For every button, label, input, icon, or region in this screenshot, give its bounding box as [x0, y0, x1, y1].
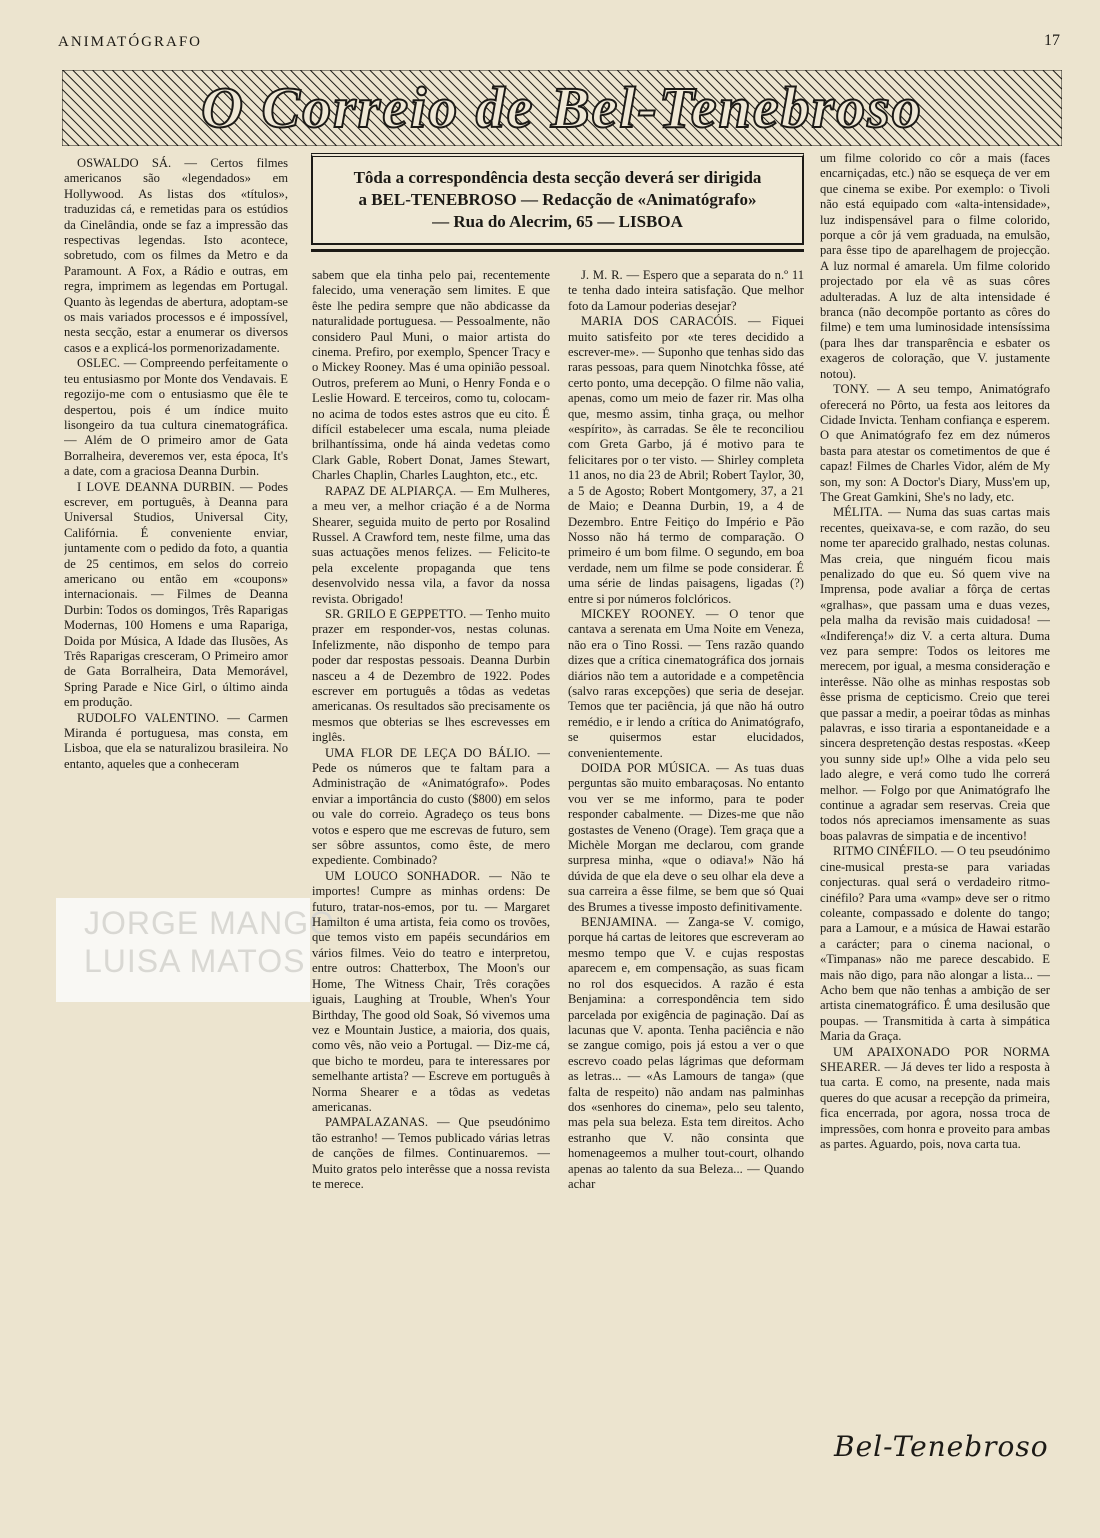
- notice-line: Tôda a correspondência desta secção deverá ser dirigida: [353, 168, 762, 187]
- letter-reply-continued: sabem que ela tinha pelo pai, recentemente falecido, uma veneração sem limites. E que êste lhe pedira sempre que não abdicasse da naturalidade portuguesa. — Pessoalmente, não considero Paul Muni, o maior artista do cinema. Prefiro, por exemplo, Spencer Tracy e o Mickey Rooney. Mas é uma opinião pessoal. Outros, preferem ao Muni, o Henry Fonda e o Leslie Howard. E terceiros, como tu, colocam-no acima de todos estes astros que eu cito. É difícil estabelecer uma escala, numa pleiade brilhantíssima, onde há ainda vedetas como Clark Gable, Robert Donat, James Stewart, Charles Chaplin, Charles Laughton, etc., etc.: [312, 268, 550, 483]
- section-banner: [62, 70, 1062, 146]
- letter-reply: PAMPALAZANAS. — Que pseudónimo tão estranho! — Temos publicado várias letras de canções de filmes. Continuaremos. — Muito gratos pelo interêsse que a nossa revista te merece.: [312, 1115, 550, 1191]
- letter-reply: OSWALDO SÁ. — Certos filmes americanos são «legendados» em Hollywood. As listas dos «títulos», traduzidas cá, e remetidas para os estúdios da Cinelândia, onde se faz a impressão das respectivas legendas. Isto acontece, sobretudo, com os filmes da Metro e da Paramount. A Fox, a Rádio e outras, em regra, imprimem as legendas em Portugal. Quanto às legendas de abertura, adoptam-se os mais variados processos e é impossível, nesta secção, estar a enumerar os diversos casos e a explicá-los pormenorizadamente.: [64, 156, 288, 355]
- letter-reply: MARIA DOS CARACÓIS. — Fiquei muito satisfeito por «te teres decidido a escrever-me». — Suponho que tenhas sido das raras pessoas, para quem Ninotchka fôsse, até certo ponto, uma decepção. O filme não valia, apenas, como um meio de fazer rir. Mas olha que, mesmo assim, tinha graça, ou melhor «espírito», às carradas. Se êle te reconciliou com Greta Garbo, já é motivo para te felicitares por o ter visto. — Shirley completa 11 anos, no dia 23 de Abril; Robert Taylor, 30, a 5 de Agosto; Robert Montgomery, 37, a 21 de Maio; e Deanna Durbin, 19, a 4 de Dezembro. Entre Feitiço do Império e Pão Nosso não há termo de comparação. O primeiro é um bom filme. O segundo, em boa verdade, nem um filme se pode considerar. É uma série de lindas paisagens, ligadas (?) entre si por números folclóricos.: [568, 314, 804, 606]
- letter-reply: SR. GRILO E GEPPETTO. — Tenho muito prazer em responder-vos, nestas colunas. Infelizmente, não disponho de tempo para poder dar respostas pessoais. Deanna Durbin nasceu a 4 de Dezembro de 1922. Podes escrever em português a tôdas as vedetas americanas. Os resultados são precisamente os mesmos que obterias se lhes escrevesses em inglês.: [312, 606, 550, 745]
- letter-reply: RITMO CINÉFILO. — O teu pseudónimo cine-musical presta-se para variadas conjecturas. qual será o verdadeiro ritmo-cinéfilo? Para uma «vamp» deve ser o ritmo coleante, compassado e dolente do tango; para a Lamour, e a música de Hawai estarão a carácter; para o cinema nacional, o «Timpanas» não me parece descabido. E mais não digo, para não alongar a lista... — Acho bem que não tenhas a ambição de ser artista cinematográfico. É uma desilusão que poupas. — Transmitida à carta à simpática Maria da Graça.: [820, 844, 1050, 1044]
- ghost-line: LUISA MATOS: [84, 943, 306, 979]
- letter-reply-continued: um filme colorido co côr a mais (faces encarniçadas, etc.) não se esqueça de ver em que cinema se exibe. Por exemplo: o Tivoli não está equipado com «alta-intensidade», luz indispensável para o filme colorido, porque a côr já vem graduada, na emulsão, para êsse tipo de aparelhagem de projecção. A luz normal é amarela. Um filme colorido projectado por ela vê as suas côres adulteradas. A luz de alta intensidade é branca (não decompõe portanto as côres do filme) e tem uma luminosidade intensíssima (para lhes dar transparência e esbater os exageros de coloração, que V. justamente notou).: [820, 151, 1050, 381]
- notice-underline: [311, 249, 804, 252]
- letter-reply: I LOVE DEANNA DURBIN. — Podes escrever, em português, à Deanna para Universal Studios, Universal City, Califórnia. É conveniente enviar, juntamente com o pedido da foto, a quantia de 25 centimos, em selos do correio americano ou então em «coupons» internacionais. — Filmes de Deanna Durbin: Todos os domingos, Três Raparigas Modernas, 100 Homens e uma Rapariga, Doida por Música, A Idade das Ilusões, As Três Raparigas cresceram, O Primeiro amor de Gata Borralheira, Data Memorável, Spring Parade e Nice Girl, o último ainda em produção.: [64, 479, 288, 710]
- correspondence-notice-box: [311, 153, 804, 245]
- letter-reply: MÉLITA. — Numa das suas cartas mais recentes, queixava-se, e com razão, do seu nome ter aparecido gralhado, nestas colunas. Mas creia, que ninguém ficou mais penalizado do que eu. Só quem vive na Imprensa, pode avaliar a fôrça de certas «gralhas», que passam uma e duas vezes, pela malha da revisão mais cuidadosa! — «Indiferença!» diz V. a certa altura. Duma vez para sempre: Todos os leitores me merecem, por igual, a mesma consideração e interêsse. Não olhe as minhas respostas sob êsse prisma de cepticismo. Creio que terei que passar a medir, a poeirar tôdas as minhas palavras, e isso tiraria a espontaneidade e a sincera despretenção destas respostas. «Keep you sunny side up!» Olhe a vida pelo seu lado alegre, e verá como tudo lhe correrá melhor. — Folgo por que Animatógrafo lhe continue a agradar sem reservas. Creia que todos nós apreciamos imensamente as suas boas palavras de simpatia e de incentivo!: [820, 505, 1050, 843]
- page-number: 17: [1044, 32, 1060, 49]
- letter-reply: UMA FLOR DE LEÇA DO BÁLIO. — Pede os números que te faltam para a Administração de «Animatógrafo». Podes enviar a importância do custo ($800) em selos ou vale do correio. Agradeço os teus bons votos e espero que me escrevas de futuro, sem ser sôbre assuntos, como êste, de mero expediente. Combinado?: [312, 745, 550, 868]
- letter-reply: MICKEY ROONEY. — O tenor que cantava a serenata em Uma Noite em Veneza, não era o Tino Rossi. — Tens razão quando dizes que a crítica cinematográfica dos jornais diários não tem a autoridade e a competência (salvo raras excepções) que seria de desejar. Temos que ter paciência, já que não há outro remédio, e ir lendo a crítica do Animatógrafo, se quisermos estar elucidados, convenientemente.: [568, 606, 804, 760]
- signature: Bel-Tenebroso: [834, 1430, 1049, 1463]
- letter-reply: RAPAZ DE ALPIARÇA. — Em Mulheres, a meu ver, a melhor criação é a de Norma Shearer, seguida muito de perto por Rosalind Russel. A Crawford tem, neste filme, uma das suas actuações menos felizes. — Felicito-te pela excelente propaganda que tens desenvolvido nessa vila, a favor da nossa revista. Obrigado!: [312, 483, 550, 606]
- text-column-4: [820, 151, 1050, 1421]
- text-column-1: [64, 156, 288, 896]
- ghost-line: JORGE MANGO: [84, 905, 336, 941]
- text-column-2: [312, 268, 550, 1478]
- letter-reply: OSLEC. — Compreendo perfeitamente o teu entusiasmo por Monte dos Vendavais. E regozijo-me com o entusiasmo que êle te despertou, pois é um índice muito lisongeiro da tua cultura cinematográfica. — Além de O primeiro amor de Gata Borralheira, deveremos ver, esta época, It's a date, com a graciosa Deanna Durbin.: [64, 356, 288, 479]
- notice-line: a BEL-TENEBROSO — Redacção de «Animatógrafo»: [358, 190, 757, 209]
- letter-reply: UM LOUCO SONHADOR. — Não te importes! Cumpre as minhas ordens: De futuro, tratar-nos-emos, por tu. — Margaret Hamilton é uma artista, feia como os trovões, que temos visto em papéis secundários em vários filmes. Veio do teatro e interpretou, entre outros: Chatterbox, The Moon's our Home, The Witness Chair, Três corações iguais, Laughing at Trouble, When's Your Birthday, The good old Soak, Só vivemos uma vez e Mountain Justice, a maioria, dos quais, como vês, não veio a Portugal. — Diz-me cá, que bicho te mordeu, para te interessares por semelhante artista? — Escreve em português à Norma Shearer e a tôdas as vedetas americanas.: [312, 868, 550, 1114]
- letter-reply: TONY. — A seu tempo, Animatógrafo oferecerá no Pôrto, ua festa aos leitores da Cidade Invicta. Tenham confiança e esperem. O que Animatógrafo fez em dez números basta para atestar os cometimentos de que é capaz! Filmes de Charles Vidor, além de My son, my son: A Doctor's Diary, Muss'em up, The Great Gamkini, She's no lady, etc.: [820, 382, 1050, 504]
- letter-reply: RUDOLFO VALENTINO. — Carmen Miranda é portuguesa, mas consta, em Lisboa, que ela se naturalizou brasileira. No entanto, aqueles que a conheceram: [64, 710, 288, 771]
- text-column-3: [568, 268, 804, 1478]
- letter-reply: UM APAIXONADO POR NORMA SHEARER. — Já deves ter lido a resposta à tua carta. E como, na presente, nada mais queres do que acusar a recepção da primeira, fica encerrada, por agora, nossa troca de impressões, com honra e proveito para ambas as partes. Aguardo, pois, nova carta tua.: [820, 1044, 1050, 1151]
- letter-reply: J. M. R. — Espero que a separata do n.º 11 te tenha dado inteira satisfação. Que melhor foto da Lamour poderias desejar?: [568, 268, 804, 313]
- section-title: O Correio de Bel-Tenebroso: [201, 75, 923, 140]
- letter-reply: BENJAMINA. — Zanga-se V. comigo, porque há cartas de leitores que escreveram ao mesmo tempo que V. e cujas respostas aparecem e, em compensação, as suas ficam no rol dos esquecidos. A razão é esta Benjamina: a correspondência tem sido parcelada por exigência de paginação. Daí as lacunas que V. aponta. Tenha paciência e não se zangue comigo, pois já estou a ver o que escrevo coado pelas lágrimas que deformam as letras... — «As Lamours de tanga» (que falta de respeito) não andam nas palminhas dos «senhores do cinema», pelo seu talento, mas pela sua beleza. Esta tem direitos. Acho estranho que V. não consinta que homenageemos a mulher tout-court, olhando apenas ao talento da sua Beleza... — Quando achar: [568, 915, 804, 1191]
- letter-reply: DOIDA POR MÚSICA. — As tuas duas perguntas são muito embaraçosas. No entanto vou ver se me informo, para te poder responder cabalmente. — Dizes-me que não gostastes de Veneno (Orage). Tem graça que a Michèle Morgan me declarou, com grande surpresa minha, «que o odiava!» Não há dúvida de que ela deve o seu olhar ela deve a sua carreira a êsse filme, se bem que só Quai des Brumes a tivesse imposto definitivamente.: [568, 761, 804, 914]
- redacted-ghost-text: [84, 904, 335, 980]
- running-head: ANIMATÓGRAFO: [58, 34, 203, 50]
- notice-line: — Rua do Alecrim, 65 — LISBOA: [432, 212, 683, 231]
